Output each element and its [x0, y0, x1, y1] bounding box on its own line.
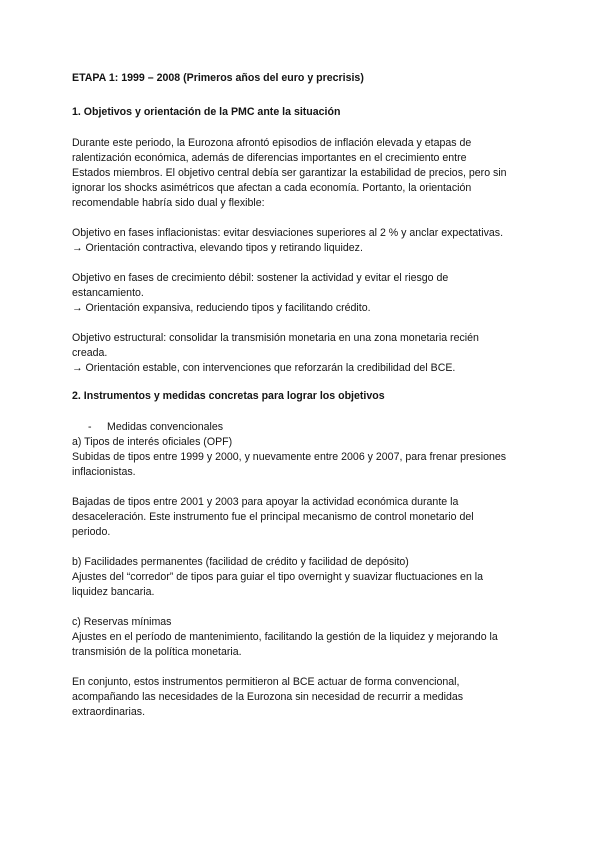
conclusion-line: extraordinarias.: [72, 706, 146, 718]
document-page: [72, 71, 532, 720]
subsection-b-line: liquidez bancaria.: [72, 586, 155, 598]
objective-line: estancamiento.: [72, 287, 144, 299]
conclusion-line: En conjunto, estos instrumentos permitieron al BCE actuar de forma convencional,: [72, 676, 460, 688]
intro-paragraph: [72, 136, 532, 211]
intro-line: ignorar los shocks asimétricos que afectan a cada economía. Portanto, la orientación: [72, 182, 472, 194]
objective-growth: [72, 271, 532, 316]
objective-line: creada.: [72, 347, 108, 359]
conclusion-line: acompañando las necesidades de la Eurozona sin necesidad de recurrir a medidas: [72, 691, 464, 703]
subsection-a-line: Bajadas de tipos entre 2001 y 2003 para apoyar la actividad económica durante la: [72, 496, 459, 508]
subsection-a: [72, 435, 532, 480]
subsection-a-line: inflacionistas.: [72, 466, 136, 478]
intro-line: Estados miembros. El objetivo central debía ser garantizar la estabilidad de precios, pero sin: [72, 167, 507, 179]
bullet-dash: -: [88, 421, 92, 433]
objective-line: Objetivo en fases inflacionistas: evitar desviaciones superiores al 2 % y anclar expectativas.: [72, 227, 504, 239]
subsection-b: [72, 555, 532, 600]
intro-line: ralentización económica, además de diferencias importantes en el crecimiento entre: [72, 152, 467, 164]
subsection-a-line: Subidas de tipos entre 1999 y 2000, y nuevamente entre 2006 y 2007, para frenar presiones: [72, 451, 507, 463]
objective-inflation: [72, 226, 532, 256]
conclusion-paragraph: [72, 675, 532, 720]
subsection-c: [72, 615, 532, 660]
orientation-line: → Orientación expansiva, reduciendo tipos y facilitando crédito.: [72, 302, 371, 314]
subsection-a-rates-cuts: [72, 495, 532, 540]
subsection-a-line: desaceleración. Este instrumento fue el principal mecanismo de control monetario del: [72, 511, 474, 523]
subsection-c-line: Ajustes en el período de mantenimiento, facilitando la gestión de la liquidez y mejorando la: [72, 631, 498, 643]
subsection-a-title: a) Tipos de interés oficiales (OPF): [72, 436, 233, 448]
objective-structural: [72, 331, 532, 376]
section-1-title: 1. Objetivos y orientación de la PMC ante la situación: [72, 106, 341, 118]
subsection-a-line: periodo.: [72, 526, 111, 538]
section-2-title: 2. Instrumentos y medidas concretas para lograr los objetivos: [72, 390, 385, 402]
bullet-conventional-measures: [72, 420, 532, 435]
orientation-line: → Orientación estable, con intervenciones que reforzarán la credibilidad del BCE.: [72, 362, 456, 374]
subsection-b-title: b) Facilidades permanentes (facilidad de crédito y facilidad de depósito): [72, 556, 409, 568]
subsection-c-line: transmisión de la política monetaria.: [72, 646, 242, 658]
objective-line: Objetivo en fases de crecimiento débil: sostener la actividad y evitar el riesgo de: [72, 272, 449, 284]
bullet-label: Medidas convencionales: [107, 421, 224, 433]
subsection-c-title: c) Reservas mínimas: [72, 616, 172, 628]
orientation-line: → Orientación contractiva, elevando tipos y retirando liquidez.: [72, 242, 363, 254]
subsection-b-line: Ajustes del “corredor” de tipos para guiar el tipo overnight y suavizar fluctuaciones en la: [72, 571, 484, 583]
intro-line: recomendable habría sido dual y flexible:: [72, 197, 265, 209]
intro-line: Durante este periodo, la Eurozona afrontó episodios de inflación elevada y etapas de: [72, 137, 472, 149]
stage-title: ETAPA 1: 1999 – 2008 (Primeros años del euro y precrisis): [72, 72, 364, 84]
objective-line: Objetivo estructural: consolidar la transmisión monetaria en una zona monetaria recién: [72, 332, 479, 344]
